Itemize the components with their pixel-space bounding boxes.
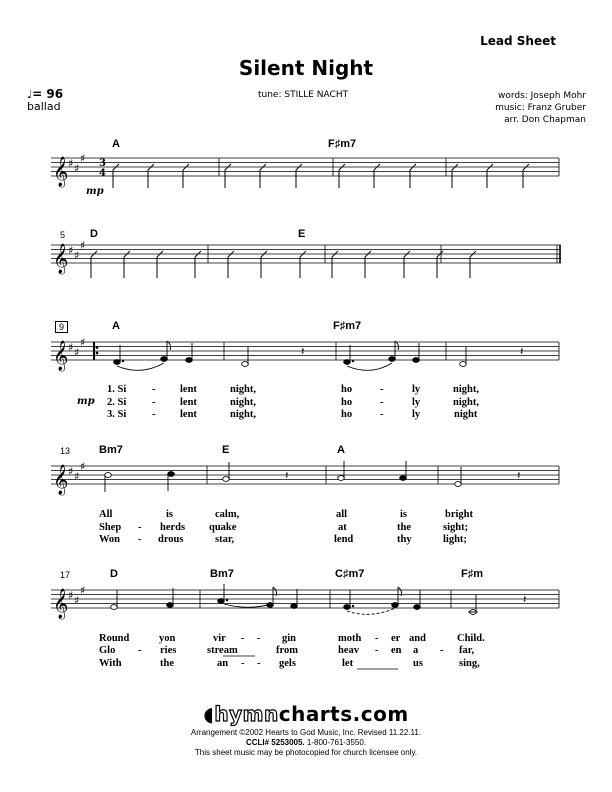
staff-system-4 [51,466,559,484]
lyric: - [380,384,384,395]
lyric: Glo [99,645,116,656]
lyric: All [99,509,113,520]
lyric: at [338,522,347,533]
footer-copyright: Arrangement ©2002 Hearts to God Music, Inc. Revised 11.22.11. [190,728,422,737]
lyric: stream [207,645,238,656]
chord: A [112,138,120,150]
music-credit: music: Franz Gruber [495,103,586,113]
lyric: 3. Si [107,409,127,420]
footer-ccli [0,738,612,748]
lyric: all [336,509,348,520]
chord: D [110,568,118,580]
lyric: - [138,645,142,656]
svg-text:♯: ♯ [74,594,80,607]
svg-text:𝄽: 𝄽 [523,593,527,606]
svg-text:♯: ♯ [80,584,86,597]
lyric: lent [180,409,197,420]
chord: E [222,444,230,456]
svg-text:♯: ♯ [74,470,80,483]
svg-text:4: 4 [99,168,106,179]
lyric: ho [341,409,353,420]
chord: F♯m7 [328,138,357,150]
lyric: - [440,645,444,656]
lyric: bright [445,509,474,520]
lyric: With [99,658,122,669]
lyric: ly [412,409,421,420]
lyric: en [391,645,402,656]
lyric: Child. [457,633,485,644]
lyric: night, [230,397,256,408]
chord: F♯m7 [333,320,362,332]
dynamic-mp: mp [77,396,95,407]
lyric: gin [282,633,297,644]
lyric: - [152,409,156,420]
lyric: ho [341,384,353,395]
svg-text:♯: ♯ [74,249,80,262]
lyric: ly [412,384,421,395]
lyric: - [241,633,245,644]
staff-system-3 [51,342,559,360]
svg-text:♯: ♯ [80,239,86,252]
lyric: - [241,658,245,669]
lyric: an [217,658,229,669]
svg-text:𝄞: 𝄞 [53,465,69,495]
lyric: sight; [443,522,469,533]
lyric: night, [453,384,479,395]
lyric: lend [334,534,354,545]
treble-clef-icon: 𝄞 [53,157,69,187]
lyric: - [257,633,261,644]
lyric: Won [99,534,121,545]
svg-text:𝄞: 𝄞 [53,589,69,619]
phone-number: 1-800-761-3550. [304,738,367,747]
lyric: night, [453,397,479,408]
lyric: ho [341,397,353,408]
arranger-credit: arr. Don Chapman [504,115,586,125]
lyric: night, [230,409,256,420]
svg-text:𝄞: 𝄞 [53,341,69,371]
svg-text:𝄽: 𝄽 [520,345,524,358]
lyric: far, [459,645,475,656]
tune-name: tune: STILLE NACHT [258,90,349,100]
staff-system-5 [51,590,559,608]
lyric: - [257,658,261,669]
chord: Bm7 [210,568,234,580]
lyric: - [380,397,384,408]
lyric: vir [213,633,226,644]
lyric: er [391,633,401,644]
svg-text:♯: ♯ [74,162,80,175]
lyric: - [138,522,142,533]
dynamic-mp: mp [86,186,104,197]
ccli-number: CCLI# 5253005. [245,738,305,747]
lyric: - [375,633,379,644]
lyric: thy [397,534,412,545]
lyric: 1. Si [107,384,127,395]
svg-text:𝄞: 𝄞 [53,244,69,274]
sheet-type-label: Lead Sheet [480,34,556,48]
lyric: - [375,645,379,656]
lyric: herds [160,522,186,533]
footer-license-note: This sheet music may be photocopied for church licensee only. [194,748,418,757]
chord: A [337,444,345,456]
lyric: night, [230,384,256,395]
svg-text:♯: ♯ [68,589,74,602]
lyric: sing, [459,658,480,669]
lyric: light; [443,534,467,545]
tempo-value: = 96 [32,87,64,101]
measure-number: 5 [60,230,66,240]
chord: C♯m7 [335,568,365,580]
lyric: is [166,509,174,520]
lyric: - [138,534,142,545]
svg-text:♯: ♯ [80,336,86,349]
lyric: us [413,658,423,669]
lyric: calm, [215,509,240,520]
svg-text:𝄽: 𝄽 [301,345,305,358]
quarter-note-icon: ♩ [27,88,33,101]
svg-text:♯: ♯ [80,460,86,473]
lyric: - [380,409,384,420]
svg-text:𝄽: 𝄽 [517,469,521,482]
lyric: quake [209,522,237,533]
style-label: ballad [27,100,61,113]
lyric: yon [159,633,176,644]
svg-text:♯: ♯ [68,465,74,478]
lyric: a [413,645,419,656]
lyric: Shep [99,522,122,533]
lyric: moth [338,633,362,644]
lyric: is [400,509,408,520]
time-signature: 3 [99,158,106,169]
lyric: - [152,397,156,408]
chord: A [112,320,120,332]
lyric: - [152,384,156,395]
svg-text:♯: ♯ [68,157,74,170]
lyric: lent [180,384,197,395]
lyric: ries [160,645,177,656]
lyric: let [342,658,354,669]
lyric: 2. Si [107,397,127,408]
chord: E [298,228,306,240]
measure-number: 13 [60,446,71,456]
chord: Bm7 [99,444,123,456]
chord: D [90,228,98,240]
logo-text-charts: charts.com [278,702,409,726]
lyric: ly [412,397,421,408]
staff-system-1 [51,158,559,176]
hymncharts-logo [0,702,612,726]
rehearsal-measure-number: 9 [55,321,68,333]
measure-number: 17 [60,570,71,580]
lyric: lent [180,397,197,408]
song-title: Silent Night [238,56,374,80]
svg-text:♯: ♯ [68,244,74,257]
svg-text:𝄽: 𝄽 [285,469,289,482]
lyric: heav [338,645,359,656]
lyric: night [454,409,478,420]
svg-text:♯: ♯ [80,152,86,165]
lyric: the [160,658,174,669]
lyric: and [409,633,426,644]
chord: F♯m [461,568,483,580]
logo-icon: ◖ [203,702,215,726]
lyric: from [276,645,298,656]
lyric: gels [279,658,296,669]
logo-text-hymn: hymn [214,702,279,726]
words-credit: words: Joseph Mohr [497,91,586,101]
lyric: the [397,522,411,533]
lyric: drous [158,534,184,545]
lyric: Round [99,633,130,644]
lyric: star, [215,534,235,545]
svg-text:♯: ♯ [74,346,80,359]
svg-text:♯: ♯ [68,341,74,354]
